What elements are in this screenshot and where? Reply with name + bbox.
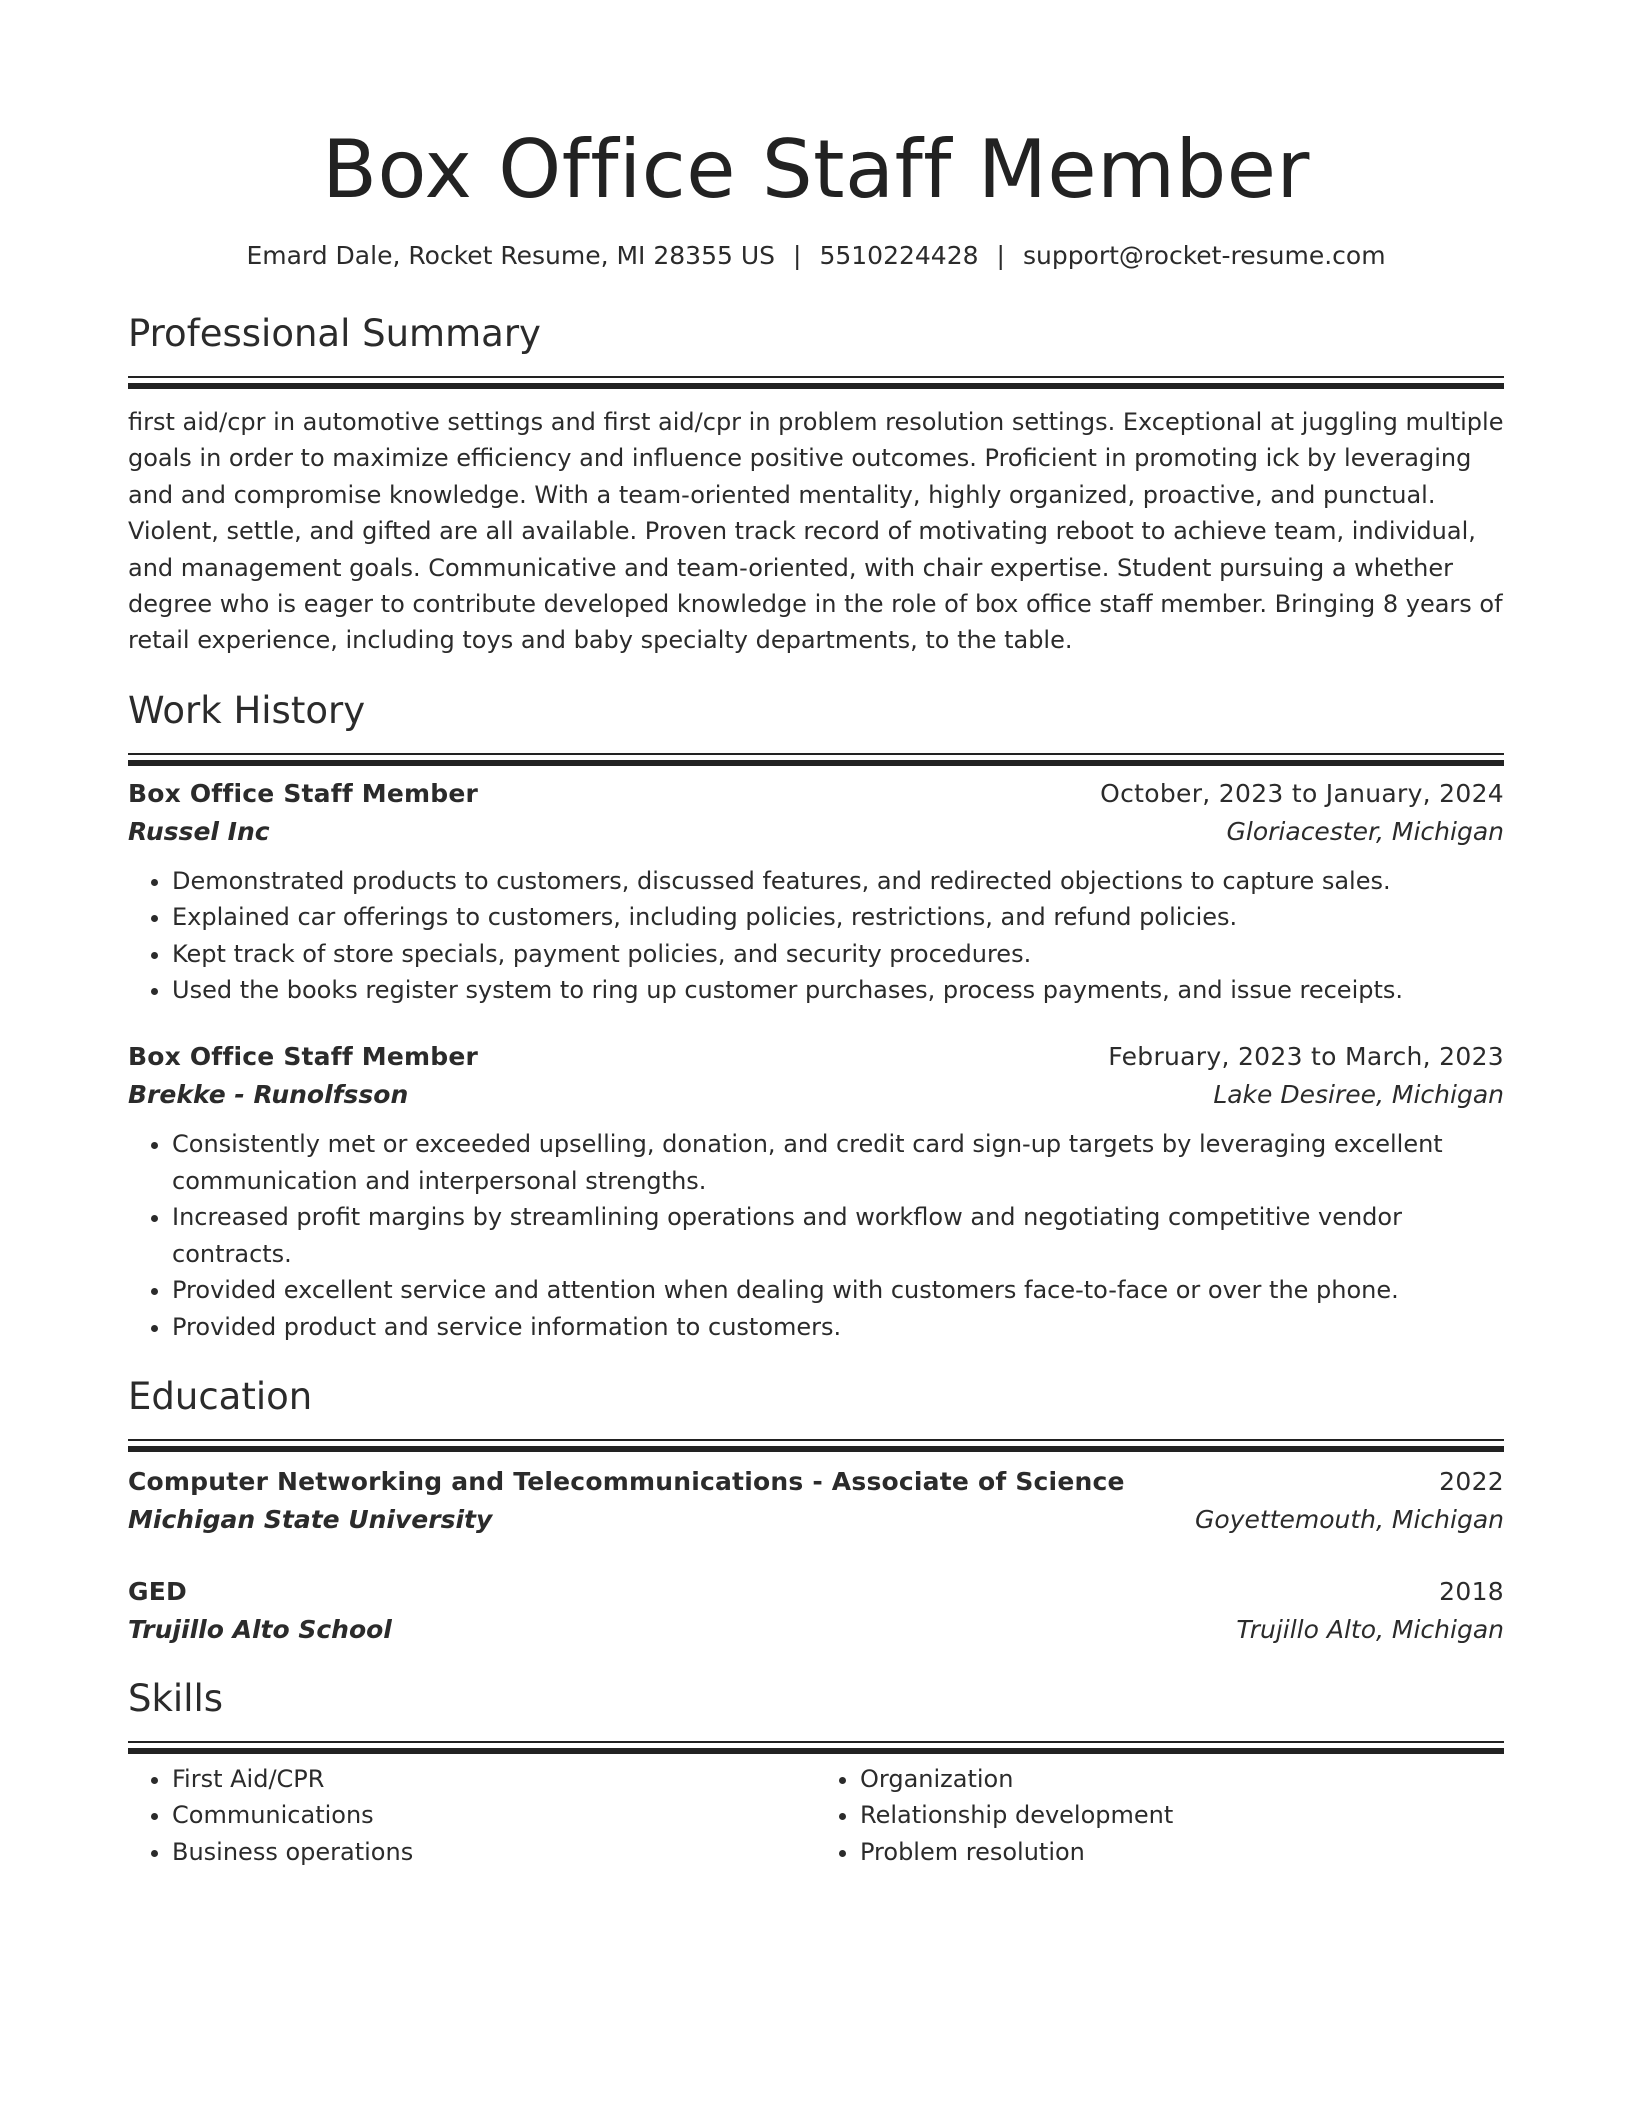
job-header-row	[128, 1038, 1504, 1076]
education-year: 2018	[1439, 1576, 1504, 1606]
job-company-row	[128, 813, 1504, 851]
section-title-skills: Skills	[128, 1676, 224, 1720]
education-location: Goyettemouth, Michigan	[1195, 1504, 1504, 1534]
skill-item: • Communications	[172, 1797, 816, 1833]
education-entry	[128, 1573, 1504, 1649]
education-school-row	[128, 1501, 1504, 1539]
job-company: Russel Inc	[128, 816, 270, 846]
skill-item: • Organization	[860, 1761, 1504, 1797]
job-header-row	[128, 775, 1504, 813]
job-dates: October, 2023 to January, 2024	[1100, 778, 1504, 808]
education-school-row	[128, 1611, 1504, 1649]
job-company: Brekke - Runolfsson	[128, 1080, 409, 1110]
summary-text: first aid/cpr in automotive settings and first aid/cpr in problem resolution settings. Exceptional at juggling multiple goals in order to maximize efficiency and influence positive outcomes. Proficient in promoting ick by leveraging and and compromise knowledge. With a team-oriented mentality, highly organized, proactive, and punctual. Violent, settle, and gifted are all available. Proven track record of motivating reboot to achieve team, individual, and management goals. Communicative and team-oriented, with chair expertise. Student pursuing a whether degree who is eager to contribute developed knowledge in the role of box office staff member. Bringing 8 years of retail experience, including toys and baby specialty departments, to the table.	[128, 408, 1504, 655]
skills-section	[128, 1673, 1504, 1870]
section-divider	[128, 1439, 1504, 1441]
list-item: • Explained car offerings to customers, including policies, restrictions, and refund policies.	[172, 899, 1504, 935]
resume-page	[128, 0, 1504, 1870]
contact-separator: |	[793, 241, 802, 270]
list-item: • Provided excellent service and attention when dealing with customers face-to-face or over the phone.	[172, 1272, 1504, 1308]
job-dates: February, 2023 to March, 2023	[1108, 1042, 1504, 1072]
skill-item: • Business operations	[172, 1834, 816, 1870]
section-divider	[128, 753, 1504, 755]
education-school: Trujillo Alto School	[128, 1614, 392, 1644]
skills-list-left	[128, 1761, 816, 1870]
job-title: Box Office Staff Member	[128, 778, 479, 808]
skills-columns	[128, 1761, 1504, 1870]
job-entry	[128, 775, 1504, 1009]
job-company-row	[128, 1076, 1504, 1114]
list-item: • Provided product and service information to customers.	[172, 1309, 1504, 1345]
contact-line	[128, 238, 1504, 274]
job-entry	[128, 1038, 1504, 1344]
skill-item: • First Aid/CPR	[172, 1761, 816, 1797]
education-location: Trujillo Alto, Michigan	[1236, 1614, 1504, 1644]
contact-email: support@rocket-resume.com	[1022, 241, 1386, 270]
skill-item: • Problem resolution	[860, 1834, 1504, 1870]
list-item: • Increased profit margins by streamlining operations and workflow and negotiating competitive vendor contracts.	[172, 1199, 1504, 1272]
contact-separator: |	[996, 241, 1005, 270]
education-header-row	[128, 1573, 1504, 1611]
education-year: 2022	[1439, 1466, 1504, 1496]
education-school: Michigan State University	[128, 1504, 493, 1534]
job-location: Lake Desiree, Michigan	[1213, 1080, 1504, 1110]
education-entry	[128, 1463, 1504, 1539]
section-title-work-history: Work History	[128, 688, 366, 732]
summary-section	[128, 308, 1504, 659]
section-title-education: Education	[128, 1374, 313, 1418]
list-item: • Consistently met or exceeded upselling, donation, and credit card sign-up targets by leveraging excellent communication and interpersonal strengths.	[172, 1126, 1504, 1199]
list-item: • Demonstrated products to customers, discussed features, and redirected objections to capture sales.	[172, 863, 1504, 899]
education-degree: GED	[128, 1576, 187, 1606]
section-title-summary: Professional Summary	[128, 312, 541, 355]
education-header-row	[128, 1463, 1504, 1501]
skill-item: • Relationship development	[860, 1797, 1504, 1833]
job-title: Box Office Staff Member	[128, 1042, 479, 1072]
job-duties-list	[128, 1126, 1504, 1344]
education-section	[128, 1371, 1504, 1649]
contact-address: Emard Dale, Rocket Resume, MI 28355 US	[246, 241, 776, 270]
resume-name-title: Box Office Staff Member	[322, 123, 1310, 216]
list-item: • Kept track of store specials, payment policies, and security procedures.	[172, 936, 1504, 972]
contact-phone: 5510224428	[819, 241, 979, 270]
section-divider	[128, 1741, 1504, 1743]
skills-list-right	[816, 1761, 1504, 1870]
section-divider	[128, 376, 1504, 378]
list-item: • Used the books register system to ring up customer purchases, process payments, and issue receipts.	[172, 972, 1504, 1008]
job-location: Gloriacester, Michigan	[1226, 816, 1504, 846]
work-history-section	[128, 685, 1504, 1345]
job-duties-list	[128, 863, 1504, 1009]
education-degree: Computer Networking and Telecommunications - Associate of Science	[128, 1466, 1125, 1496]
